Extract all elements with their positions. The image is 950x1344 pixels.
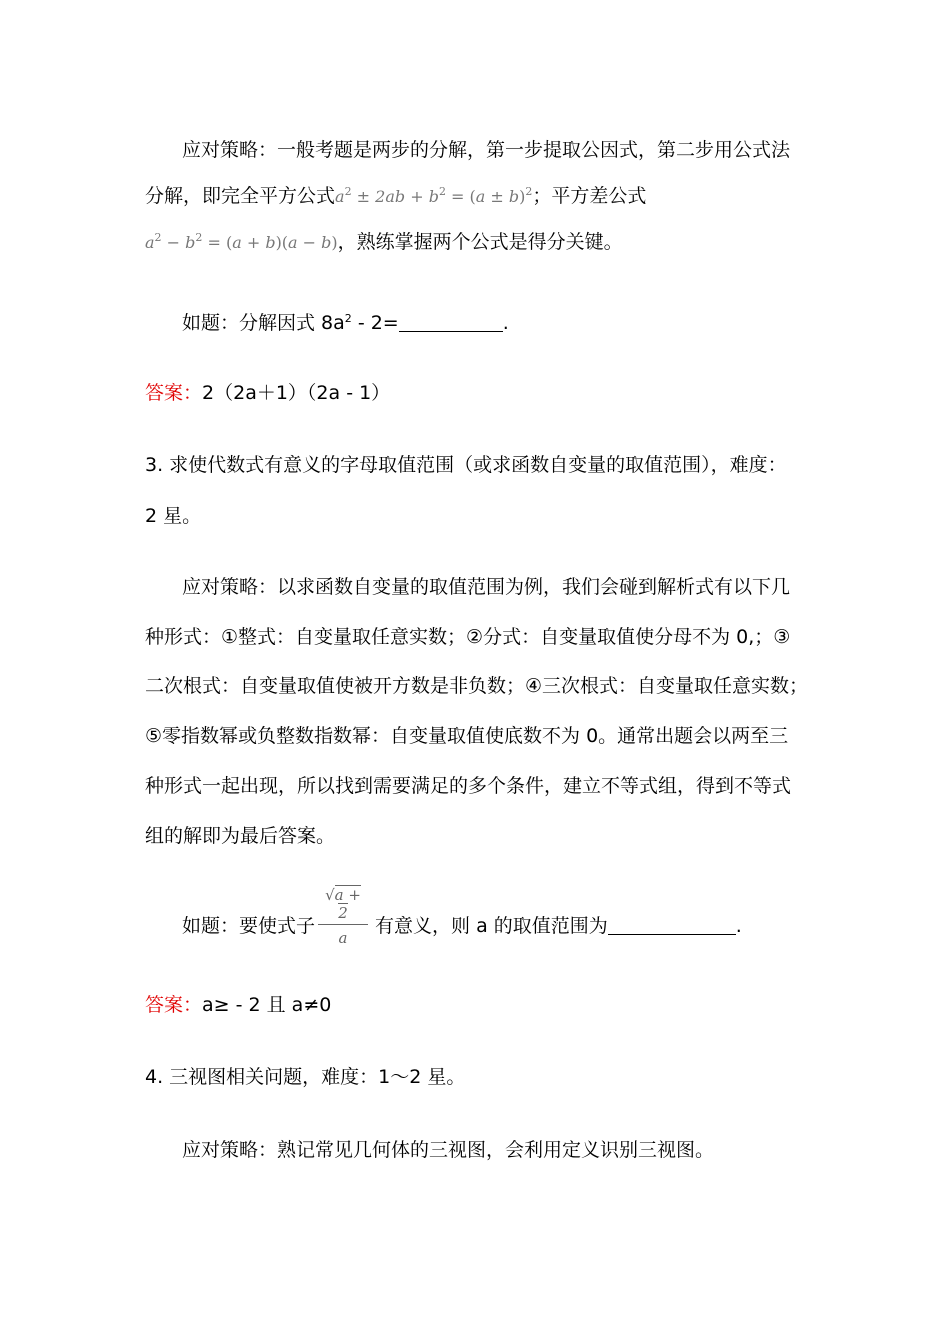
answer-1 [145,384,390,403]
strategy-line-3 [145,232,623,252]
example-1-end: . [502,312,509,334]
answer-1-label: 答案： [145,382,203,404]
strategy-4: 应对策略：熟记常见几何体的三视图，会利用定义识别三视图。 [182,1139,715,1161]
example-1-mid: - 2= [351,312,399,334]
answer-2-label: 答案： [145,994,203,1016]
strategy-line-3-suffix: ，熟练掌握两个公式是得分关键。 [337,231,623,253]
strategy-3-line-6: 组的解即为最后答案。 [145,825,336,847]
strategy-line-2-suffix: ；平方差公式 [532,185,647,207]
example-1 [182,313,509,333]
strategy-3-line-2: 种形式：①整式：自变量取任意实数；②分式：自变量取值使分母不为 0,；③ [145,626,791,648]
strategy-3-line-1: 应对策略：以求函数自变量的取值范围为例，我们会碰到解析式有以下几 [182,576,791,598]
question-3-line-1: 3. 求使代数式有意义的字母取值范围（或求函数自变量的取值范围），难度： [145,454,787,476]
answer-1-value: 2（2a＋1）（2a - 1） [202,382,391,404]
example-1-exponent: 2 [344,312,352,325]
strategy-3-line-3: 二次根式：自变量取值使被开方数是非负数；④三次根式：自变量取任意实数； [145,675,809,697]
perfect-square-formula: $a^2 \pm 2ab + b^2 = (a \pm b)^2$ [335,185,533,206]
example-2 [182,916,742,936]
fraction-numerator: √a + 2 [318,886,368,925]
example-2-end: . [735,915,742,937]
strategy-3-line-5: 种形式一起出现，所以找到需要满足的多个条件，建立不等式组，得到不等式 [145,775,792,797]
answer-blank-1[interactable] [399,313,503,332]
fraction-denominator: a [338,929,348,947]
answer-2-value: a≥ - 2 且 a≠0 [202,994,332,1016]
question-4: 4. 三视图相关问题，难度：1～2 星。 [145,1066,466,1088]
strategy-line-2 [145,186,646,206]
strategy-line-2-prefix: 分解，即完全平方公式 [145,185,336,207]
strategy-3-line-4: ⑤零指数幂或负整数指数幂：自变量取值使底数不为 0。通常出题会以两至三 [145,725,789,747]
example-2-prefix: 如题：要使式子 [182,915,316,937]
question-3-line-2: 2 星。 [145,505,202,527]
example-2-suffix: 有意义，则 a 的取值范围为 [369,915,608,937]
strategy-line-1: 应对策略：一般考题是两步的分解，第一步提取公因式，第二步用公式法 [182,139,791,161]
answer-2 [145,996,331,1015]
answer-blank-2[interactable] [608,916,736,935]
example-1-prefix: 如题：分解因式 8a [182,312,345,334]
difference-of-squares-formula: $a^2 - b^2 = (a + b)(a - b)$ [145,231,338,252]
